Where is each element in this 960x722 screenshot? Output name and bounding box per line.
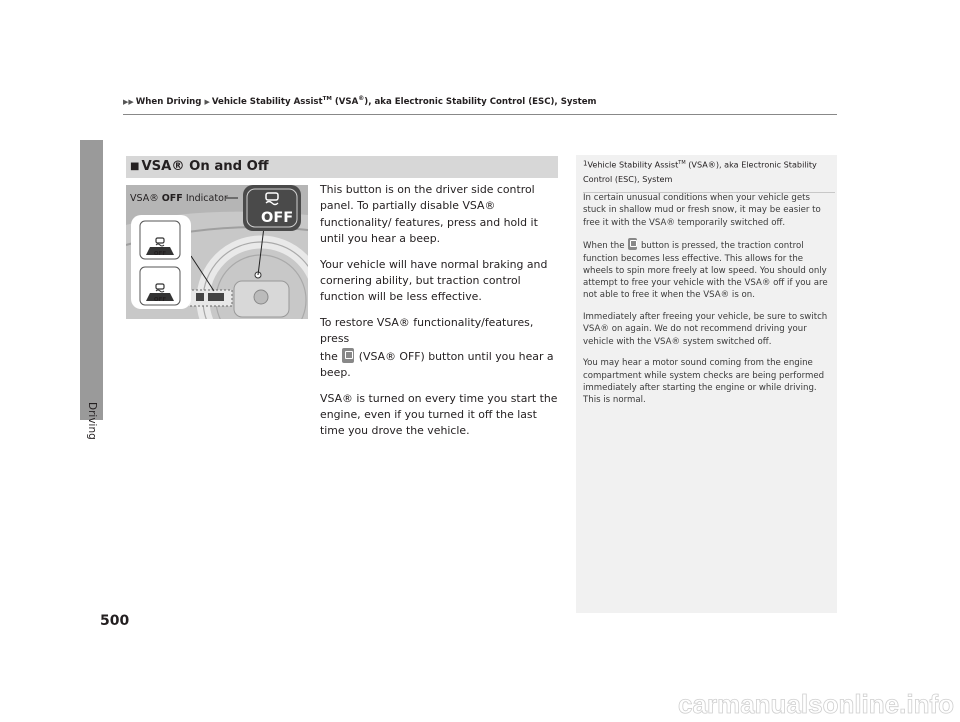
side-tab (80, 140, 103, 420)
vsa-off-button-icon (342, 348, 354, 363)
body-paragraph-2: Your vehicle will have normal braking and cornering ability, but traction control function will be less effective. (320, 257, 548, 304)
vsa-off-button-icon (628, 238, 637, 250)
side-tab-label: Driving (86, 402, 98, 440)
vsa-off-indicator-label: VSA® OFF Indicator (130, 193, 228, 204)
breadcrumb-arrow-icon: ▶ (204, 97, 210, 106)
page-number: 500 (100, 613, 130, 629)
body-text (320, 182, 560, 449)
sidebar-note-text (583, 192, 833, 416)
sidebar-note-title: 1Vehicle Stability Assist™ (VSA®), aka Electronic Stability Control (ESC), System (583, 156, 835, 193)
dashboard-figure (126, 185, 308, 319)
sidebar-paragraph-2: When the button is pressed, the traction control function becomes less effective. This allows for the wheels to spin more freely at low speed. You should only attempt to free your vehicle with the VSA® off if you are not able to free it when the VSA® is on. (583, 238, 833, 301)
breadcrumb (123, 95, 597, 107)
off-label-large: OFF (261, 210, 294, 226)
vsa-off-button-icon-bottom: OFF (151, 278, 169, 294)
watermark-text: carmanualsonline.info (678, 689, 954, 719)
vsa-off-button-icon-top: OFF (151, 232, 169, 248)
body-paragraph-1: This button is on the driver side control panel. To partially disable VSA® functionality/ features, press and hold it until you hear a beep. (320, 183, 538, 245)
vsa-car-skid-icon (262, 191, 282, 205)
breadcrumb-arrow-icon: ▶▶ (123, 97, 134, 106)
section-title: VSA® On and Off (141, 159, 269, 174)
sidebar-paragraph-3: Immediately after freeing your vehicle, be sure to switch VSA® on again. We do not recommend driving your vehicle with the VSA® system switched off. (583, 312, 828, 347)
header-rule (123, 114, 837, 115)
section-marker-icon: ■ (130, 161, 140, 172)
section-heading (126, 156, 558, 178)
body-paragraph-3: To restore VSA® functionality/features, press the (VSA® OFF) button until you hear a beep. (320, 316, 554, 379)
body-paragraph-4: VSA® is turned on every time you start the engine, even if you turned it off the last time you drove the vehicle. (320, 391, 558, 438)
breadcrumb-item-vsa[interactable]: Vehicle Stability Assist™ (VSA®), aka Electronic Stability Control (ESC), System (211, 95, 597, 107)
sidebar-paragraph-4: You may hear a motor sound coming from the engine compartment while system checks are being performed immediately after starting the engine or while driving. This is normal. (583, 358, 825, 406)
sidebar-paragraph-1: In certain unusual conditions when your vehicle gets stuck in shallow mud or fresh snow, it may be easier to free it with the VSA® temporarily switched off. (583, 193, 821, 228)
breadcrumb-item-when-driving[interactable]: When Driving (135, 96, 202, 107)
